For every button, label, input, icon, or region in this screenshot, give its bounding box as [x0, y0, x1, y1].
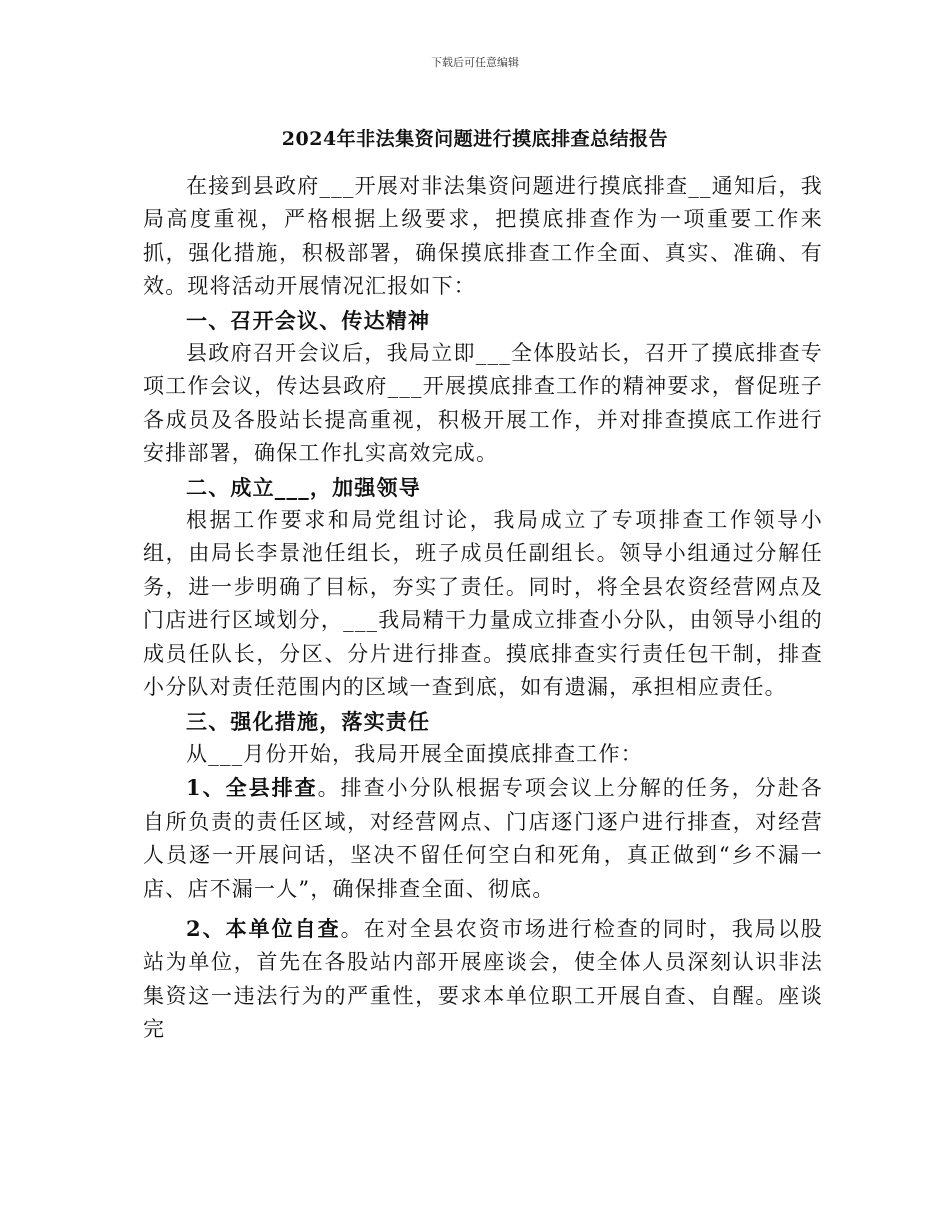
- item-1-paragraph: [143, 771, 823, 906]
- document-title: 2024年非法集资问题进行摸底排查总结报告: [281, 128, 669, 150]
- section-heading-2: 二、成立___，加强领导: [186, 474, 421, 500]
- item-2-paragraph: [143, 912, 823, 1047]
- section-3-paragraph: 从___月份开始，我局开展全面摸底排查工作：: [186, 741, 643, 766]
- item-1-text: 。排查小分队根据专项会议上分解的任务，分赴各自所负责的责任区域，对经营网点、门店逐门逐户进行排查，对经营人员逐一开展问话，坚决不留任何空白和死角，真正做到“乡不漏一店、店不漏一人”，确保排查全面、彻底。: [143, 776, 823, 901]
- intro-paragraph: 在接到县政府___开展对非法集资问题进行摸底排查__通知后，我局高度重视，严格根据上级要求，把摸底排查作为一项重要工作来抓，强化措施，积极部署，确保摸底排查工作全面、真实、准确、有效。现将活动开展情况汇报如下：: [143, 174, 823, 299]
- section-heading-3: 三、强化措施，落实责任: [186, 708, 431, 734]
- section-2-paragraph: 根据工作要求和局党组讨论，我局成立了专项排查工作领导小组，由局长李景池任组长，班子成员任副组长。领导小组通过分解任务，进一步明确了目标，夯实了责任。同时，将全县农资经营网点及门店进行区域划分，___我局精干力量成立排查小分队，由领导小组的成员任队长，分区、分片进行排查。摸底排查实行责任包干制，排查小分队对责任范围内的区域一查到底，如有遗漏，承担相应责任。: [143, 508, 823, 700]
- item-2-text: 。在对全县农资市场进行检查的同时，我局以股站为单位，首先在各股站内部开展座谈会，使全体人员深刻认识非法集资这一违法行为的严重性，要求本单位职工开展自查、自醒。座谈完: [143, 916, 824, 1042]
- item-1-label: 1、全县排查: [186, 775, 318, 801]
- document-body: [143, 170, 823, 1047]
- section-heading-1: 一、召开会议、传达精神: [186, 307, 431, 333]
- item-2-label: 2、本单位自查: [186, 915, 341, 941]
- page-header: 下载后可任意编辑: [431, 56, 519, 69]
- section-1-paragraph: 县政府召开会议后，我局立即___全体股站长，召开了摸底排查专项工作会议，传达县政府___开展摸底排查工作的精神要求，督促班子各成员及各股站长提高重视，积极开展工作，并对排查摸底工作进行安排部署，确保工作扎实高效完成。: [143, 341, 823, 466]
